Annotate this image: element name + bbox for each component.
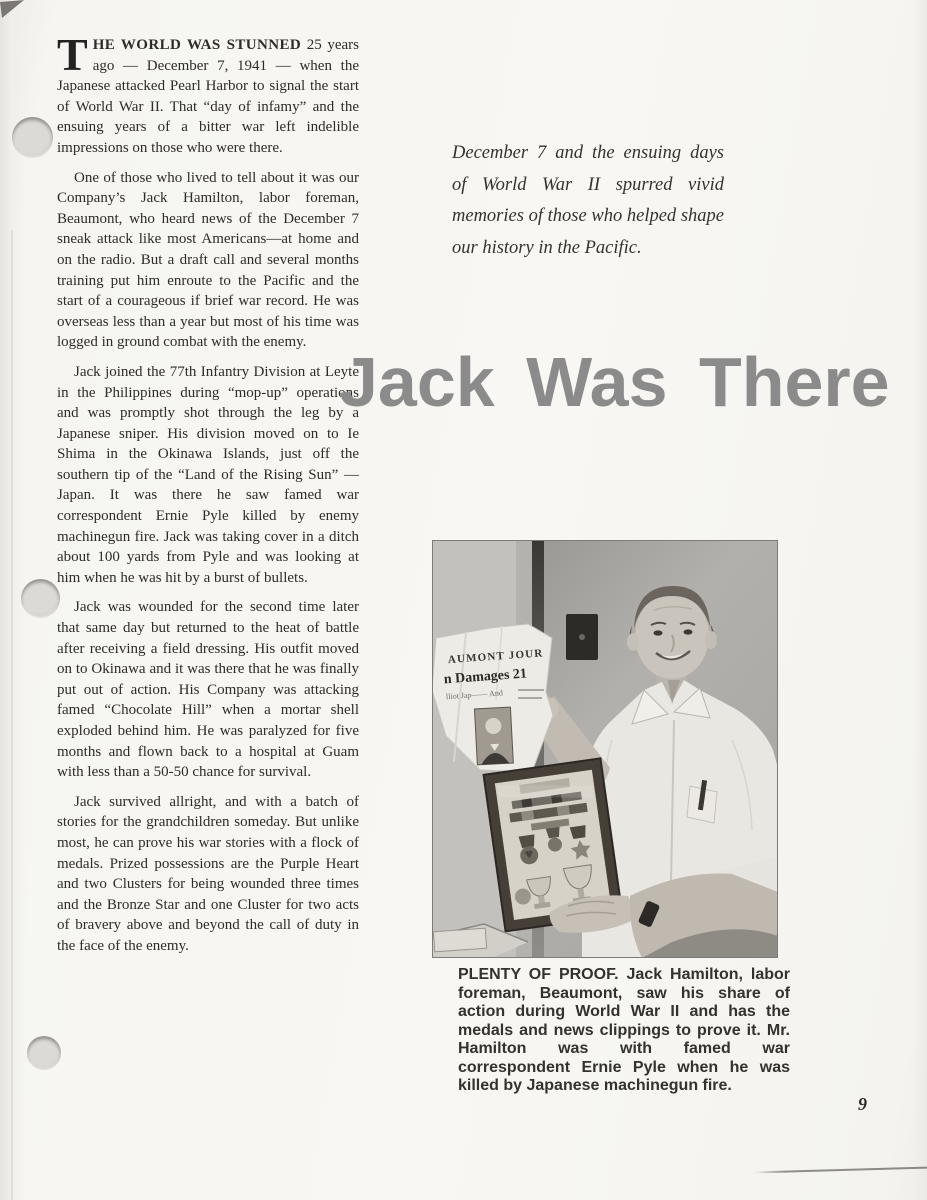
article-body-column (57, 29, 359, 966)
clipping-headline: AUMONT JOUR (447, 647, 544, 667)
caption-body: Jack Hamilton, labor foreman, Beaumont, saw his share of action during World War II and has the medals and news clippings to prove it. Mr. Hamilton was with famed war correspondent Ernie Pyle when he was killed by Japanese machinegun fire. (458, 966, 791, 1094)
clipping-subtext: lliot Jap—— And (445, 688, 504, 702)
intro-blurb (452, 138, 724, 264)
intro-line: December 7 and the ensuing days (452, 143, 724, 163)
caption-lead: PLENTY OF PROOF. (458, 966, 619, 983)
photo (432, 540, 778, 958)
clipping-subhead: n Damages 21 (443, 666, 528, 688)
page-right-edge-shadow (913, 0, 927, 1200)
body-paragraph: Jack joined the 77th Infantry Division at Leyte in the Philippines during “mop-up” operations and was promptly shot through the leg by a Japanese sniper. His division moved on to Ie Shima in the Okinawa Islands, just off the southern tip of the “Land of the Rising Sun” — Japan. It was there he saw famed war correspondent Ernie Pyle killed by enemy machinegun fire. Jack was taking cover in a ditch about 100 yards from Pyle and was looking at him when he was hit by a burst of bullets. (57, 363, 359, 586)
hole-punch (21, 579, 60, 618)
scan-artifact-corner (0, 0, 34, 22)
hole-punch (12, 117, 53, 158)
photo-caption (458, 966, 790, 1096)
intro-line: of World War II spurred vivid (452, 174, 724, 195)
body-paragraph: Jack survived allright, and with a batch of stories for the grandchildren someday. But unlike most, he can prove his war stories with a flock of medals. Prized possessions are the Purple Heart and two Clusters for being wounded three times and the Bronze Star and one Cluster for two acts of bravery above and beyond the call of duty in the face of the enemy. (57, 793, 359, 954)
hole-punch (27, 1036, 61, 1070)
lead-in-text: HE WORLD WAS STUNNED (92, 37, 302, 53)
page-fold-line (11, 230, 13, 1200)
clipping-portrait (474, 707, 513, 765)
paragraph-text: 25 years ago — December 7, 1941 — when the Japanese attacked Pearl Harbor to signal the start of World War II. That “day of infamy” and the ensuing years of a bitter war left indelible impressions on those who were there. (57, 37, 359, 156)
page-number: 9 (858, 1094, 867, 1114)
light-switch-dot (579, 634, 585, 640)
photo-illustration (432, 540, 778, 958)
body-paragraph (57, 29, 359, 159)
body-paragraph: Jack was wounded for the second time later that same day but returned to the heat of battle after receiving a field dressing. His outfit moved on to Okinawa and it was there that he was finally put out of action. His Company was attacking famed “Chocolate Hill” when a mortar shell exploded behind him. He was paralyzed for five months and flown back to a hospital at Guam with less than a 50-50 chance for survival. (57, 599, 359, 781)
intro-line: memories of those who helped shape (452, 206, 724, 226)
scan-edge-line (754, 1167, 927, 1174)
article-title: Jack Was There (339, 343, 890, 421)
body-paragraph: One of those who lived to tell about it was our Company’s Jack Hamilton, labor foreman, Beaumont, who heard news of the December 7 sneak attack like most Americans—at home and on the radio. But a draft call and several months training put him enroute to the Pacific and the start of a courageous if brief war record. He was overseas less than a year but most of his time was logged in ground combat with the enemy. (57, 169, 359, 351)
drop-cap: T (57, 29, 88, 80)
intro-line: our history in the Pacific. (452, 237, 642, 258)
